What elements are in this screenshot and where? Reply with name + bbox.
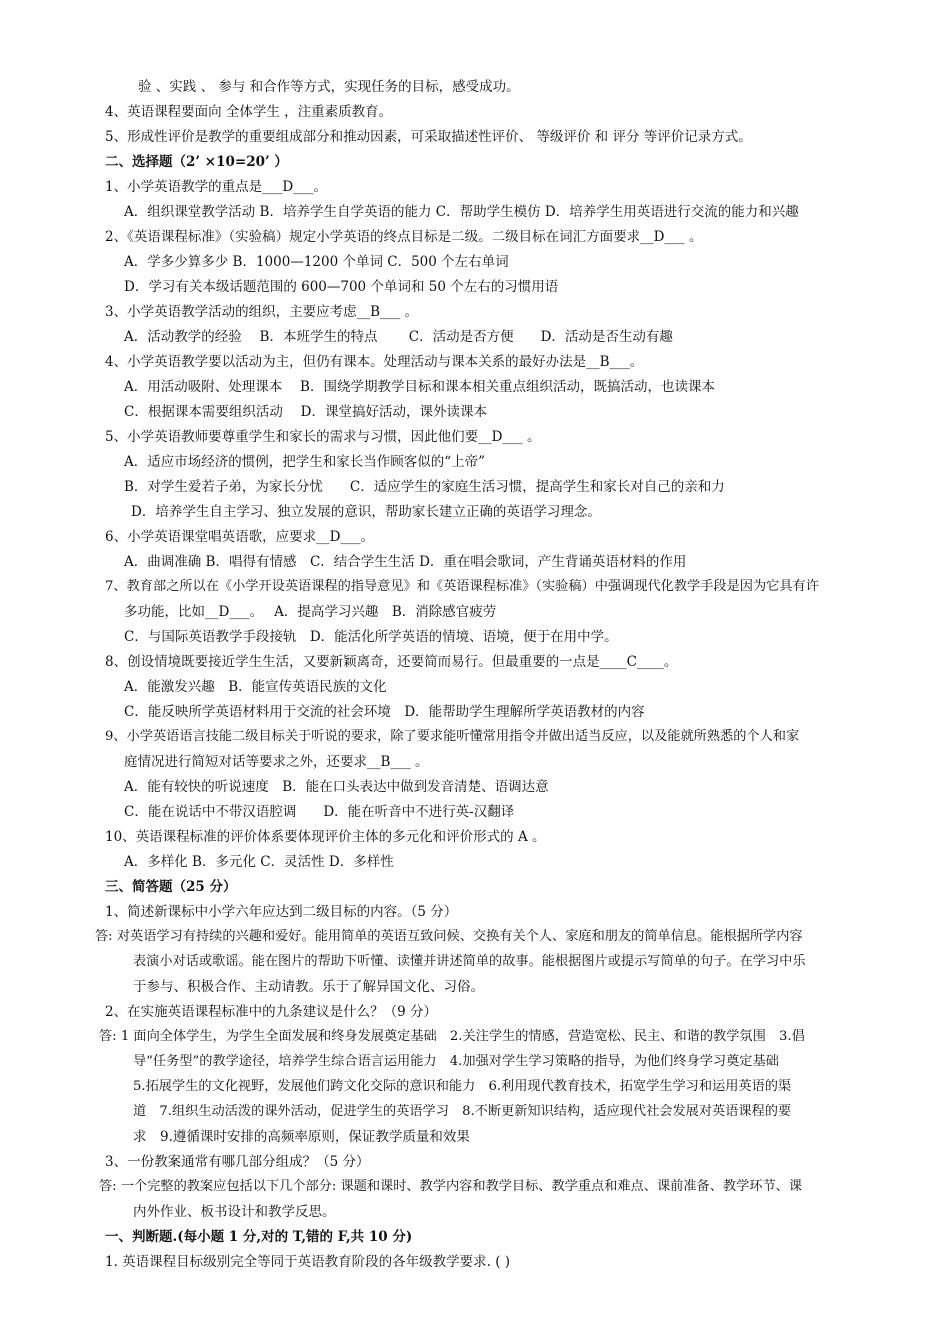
option-line: A．能激发兴趣 B．能宣传英语民族的文化 [124, 679, 387, 695]
answer-line: 答: 对英语学习有持续的兴趣和爱好。能用简单的英语互致问候、交换有关个人、家庭和朋友的简单信息。能根据所学内容 [95, 929, 803, 944]
option-line: C．与国际英语教学手段接轨 D．能活化所学英语的情境、语境，便于在用中学。 [124, 629, 618, 645]
question-line: 1、简述新课标中小学六年应达到二级目标的内容。（5 分） [105, 904, 458, 920]
question-line: 1. 英语课程目标级别完全等同于英语教育阶段的各年级教学要求. ( ) [105, 1254, 511, 1270]
question-line: 10、英语课程标准的评价体系要体现评价主体的多元化和评价形式的 A 。 [105, 829, 546, 845]
answer-line: 5.拓展学生的文化视野，发展他们跨文化交际的意识和能力 6.利用现代教育技术，拓宽学生学习和运用英语的渠 [133, 1079, 792, 1094]
option-line: A．能有较快的听说速度 B．能在口头表达中做到发音清楚、语调达意 [124, 779, 549, 795]
text-line: 4、英语课程要面向 全体学生 ，注重素质教育。 [105, 104, 393, 120]
option-line: C．根据课本需要组织活动 D．课堂搞好活动，课外读课本 [124, 404, 487, 420]
question-line: 9、小学英语语言技能二级目标关于听说的要求，除了要求能听懂常用指令并做出适当反应，以及能就所熟悉的个人和家 [105, 729, 800, 744]
text-line: 5、形成性评价是教学的重要组成部分和推动因素，可采取描述性评价、 等级评价 和 评分 等评价记录方式。 [105, 129, 752, 145]
answer-line: 求 9.遵循课时安排的高频率原则，保证教学质量和效果 [133, 1129, 470, 1145]
question-line: 7、教育部之所以在《小学开设英语课程的指导意见》和《英语课程标准》（实验稿）中强调现代化教学手段是因为它具有许 [105, 579, 819, 594]
question-line: 5、小学英语教师要尊重学生和家长的需求与习惯，因此他们要__D___ 。 [105, 429, 541, 445]
question-line: 6、小学英语课堂唱英语歌，应要求__D___。 [105, 529, 375, 545]
option-line: A．组织课堂教学活动 B．培养学生自学英语的能力 C．帮助学生模仿 D．培养学生用英语进行交流的能力和兴趣 [124, 204, 799, 220]
question-line: 2、《英语课程标准》（实验稿）规定小学英语的终点目标是二级。二级目标在词汇方面要求__D___ 。 [105, 229, 703, 245]
text-line: 验 、实践 、 参与 和合作等方式，实现任务的目标，感受成功。 [138, 79, 520, 95]
answer-line: 导“任务型”的教学途径，培养学生综合语言运用能力 4.加强对学生学习策略的指导，为他们终身学习奠定基础 [133, 1054, 779, 1069]
option-line: D．培养学生自主学习、独立发展的意识，帮助家长建立正确的英语学习理念。 [131, 504, 601, 520]
question-line: 庭情况进行简短对话等要求之外，还要求__B___ 。 [124, 754, 429, 770]
section-heading: 一、判断题.(每小题 1 分,对的 T,错的 F,共 10 分) [105, 1229, 413, 1245]
option-line: D．学习有关本级话题范围的 600—700 个单词和 50 个左右的习惯用语 [124, 279, 559, 295]
answer-line: 答: 1 面向全体学生，为学生全面发展和终身发展奠定基础 2.关注学生的情感，营造宽松、民主、和谐的教学氛围 3.倡 [99, 1029, 805, 1044]
question-line: 3、一份教案通常有哪几部分组成？（5 分） [105, 1154, 370, 1170]
option-line: A．学多少算多少 B．1000—1200 个单词 C．500 个左右单词 [124, 254, 509, 270]
option-line: A．活动教学的经验 B．本班学生的特点 C．活动是否方便 D．活动是否生动有趣 [124, 329, 673, 345]
option-line: C．能在说话中不带汉语腔调 D．能在听音中不进行英-汉翻译 [124, 804, 515, 820]
option-line: A．用活动吸附、处理课本 B．围绕学期教学目标和课本相关重点组织活动，既搞活动，也读课本 [124, 379, 715, 395]
answer-line: 道 7.组织生动活泼的课外活动，促进学生的英语学习 8.不断更新知识结构，适应现代社会发展对英语课程的要 [133, 1104, 792, 1119]
question-line: 8、创设情境既要接近学生生活，又要新颖离奇，还要简而易行。但最重要的一点是____C____。 [105, 654, 678, 670]
question-line: 3、小学英语教学活动的组织，主要应考虑__B___ 。 [105, 304, 419, 320]
answer-line: 答: 一个完整的教案应包括以下几个部分: 课题和课时、教学内容和教学目标、教学重点和难点、课前准备、教学环节、课 [99, 1179, 803, 1194]
answer-line: 于参与、积极合作、主动请教。乐于了解异国文化、习俗。 [133, 979, 484, 995]
question-line: 4、小学英语教学要以活动为主，但仍有课本。处理活动与课本关系的最好办法是__B___。 [105, 354, 644, 370]
question-line: 1、小学英语教学的重点是___D___。 [105, 179, 327, 195]
option-line: A．适应市场经济的惯例，把学生和家长当作顾客似的“上帝” [124, 454, 486, 470]
option-line: C．能反映所学英语材料用于交流的社会环境 D．能帮助学生理解所学英语教材的内容 [124, 704, 645, 720]
question-line: 2、在实施英语课程标准中的九条建议是什么？（9 分） [105, 1004, 437, 1020]
option-line: A．多样化 B．多元化 C．灵活性 D．多样性 [124, 854, 394, 870]
section-heading: 二、选择题（2’ ×10=20’ ） [105, 154, 288, 170]
answer-line: 表演小对话或歌谣。能在图片的帮助下听懂、读懂并讲述简单的故事。能根据图片或提示写简单的句子。在学习中乐 [133, 954, 806, 969]
question-line: 多功能，比如__D___。 A．提高学习兴趣 B．消除感官疲劳 [124, 604, 497, 620]
answer-line: 内外作业、板书设计和教学反思。 [133, 1204, 336, 1220]
section-heading: 三、简答题（25 分） [105, 879, 237, 895]
option-line: B．对学生爱若子弟，为家长分忧 C．适应学生的家庭生活习惯，提高学生和家长对自己的亲和力 [124, 479, 725, 495]
option-line: A．曲调准确 B．唱得有情感 C．结合学生生活 D．重在唱会歌词，产生背诵英语材料的作用 [124, 554, 687, 570]
